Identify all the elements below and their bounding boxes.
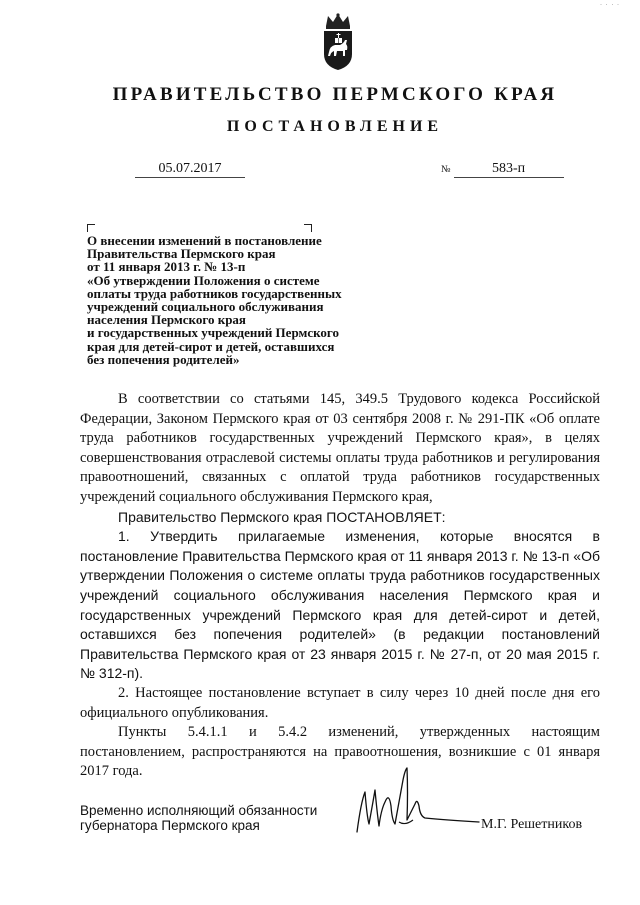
document-heading	[87, 234, 417, 366]
heading-bracket-right	[304, 224, 312, 232]
position-line-1: Временно исполняющий обязанности	[80, 803, 318, 818]
document-number: 583-п	[454, 160, 564, 178]
heading-line: оплаты труда работников государственных	[87, 285, 342, 301]
heading-line: населения Пермского края	[87, 312, 246, 328]
heading-line: «Об утверждении Положения о системе	[87, 272, 320, 288]
government-title: ПРАВИТЕЛЬСТВО ПЕРМСКОГО КРАЯ	[112, 84, 558, 105]
heading-line: от 11 января 2013 г. № 13-п	[87, 259, 246, 275]
signatory-position	[80, 803, 317, 833]
heading-line: и государственных учреждений Пермского	[87, 325, 339, 341]
heading-line: Правительства Пермского края	[87, 246, 276, 262]
document-date: 05.07.2017	[135, 160, 245, 178]
heading-line: без попечения родителей»	[87, 351, 240, 367]
signatory-name: М.Г. Решетников	[481, 817, 583, 832]
document-number-block	[441, 160, 564, 178]
scan-corner-mark: · · · ·	[600, 2, 620, 8]
clause-1-paragraph: 1. Утвердить прилагаемые изменения, которые вносятся в постановление Правительства Пермского края от 11 января 2013 г. № 13-п «Об утверждении Положения о системе оплаты труда работников государственных учреждений социального обслуживания населения Пермского края и государственных учреждений Пермского края для детей-сирот и детей, оставшихся без попечения родителей» (в редакции постановлений Правительства Пермского края от 23 января 2015 г. № 27-п, от 20 мая 2015 г. № 312-п).	[80, 528, 600, 682]
handwritten-signature	[355, 762, 480, 842]
heading-line: О внесении изменений в постановление	[87, 233, 322, 248]
document-type: ПОСТАНОВЛЕНИЕ	[226, 118, 444, 135]
resolves-paragraph: Правительство Пермского края ПОСТАНОВЛЯЕТ:	[118, 508, 446, 525]
clause-2-continuation-paragraph: Пункты 5.4.1.1 и 5.4.2 изменений, утвержденных настоящим постановлением, распространяются на правоотношения, возникшие с 01 января 2017 года.	[80, 724, 600, 780]
heading-line: учреждений социального обслуживания	[87, 299, 324, 315]
heading-bracket-left	[87, 224, 95, 232]
preamble-paragraph: В соответствии со статьями 145, 349.5 Трудового кодекса Российской Федерации, Законом Пермского края от 03 сентября 2008 г. № 291-ПК «Об оплате труда работников государственных учреждений Пермского края», в целях совершенствования отраслевой системы оплаты труда работников и регулирования правоотношений, связанных с оплатой труда работников государственных учреждений социального обслуживания Пермского края,	[80, 391, 600, 505]
clause-2-paragraph: 2. Настоящее постановление вступает в силу через 10 дней после дня его официального опубликования.	[80, 684, 600, 721]
position-line-2: губернатора Пермского края	[80, 818, 260, 833]
perm-krai-emblem-icon	[318, 12, 358, 72]
document-body	[80, 390, 600, 782]
heading-line: края для детей-сирот и детей, оставшихся	[87, 338, 335, 354]
number-sign: №	[441, 164, 451, 175]
